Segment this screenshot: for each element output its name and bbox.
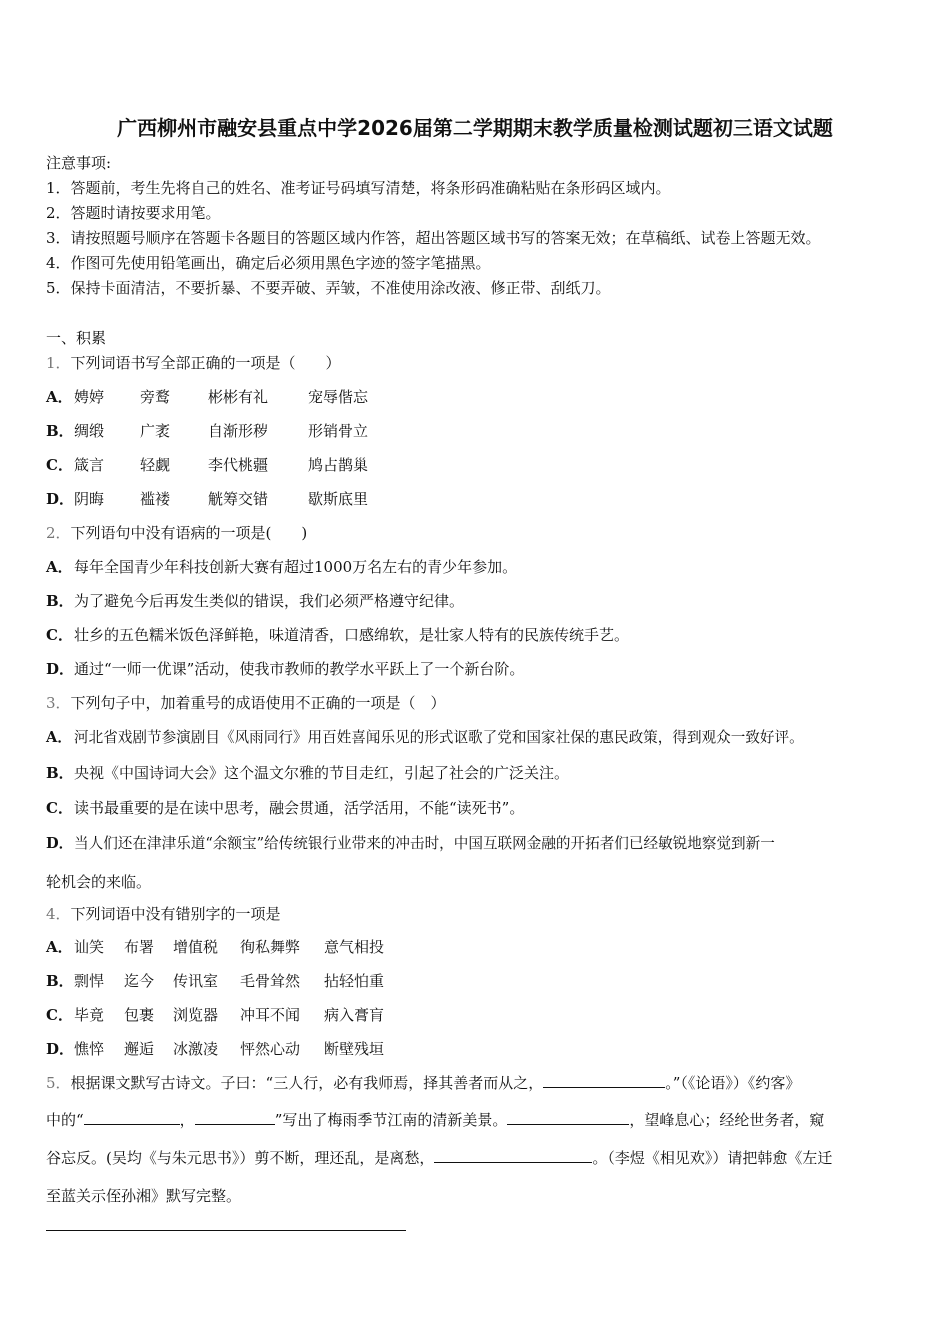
option-letter: A． xyxy=(46,938,73,956)
option-letter: A． xyxy=(46,388,73,406)
q3-option-d[interactable] xyxy=(46,832,775,853)
word: 浏览器 xyxy=(173,1006,219,1024)
q3-option-b[interactable] xyxy=(46,762,569,783)
q4-option-c[interactable] xyxy=(46,1004,404,1025)
word: 歇斯底里 xyxy=(308,490,369,508)
question-text: ， xyxy=(179,1111,195,1129)
word: 断壁残垣 xyxy=(324,1040,385,1058)
word: 自渐形秽 xyxy=(208,422,269,440)
option-text: 通过“一师一优课”活动，使我市教师的教学水平跃上了一个新台阶。 xyxy=(74,660,525,678)
question-number: 4． xyxy=(46,905,71,923)
q3-option-d-continued: 轮机会的来临。 xyxy=(46,873,152,891)
q4-option-a[interactable] xyxy=(46,936,404,957)
question-5-line-2 xyxy=(46,1109,824,1130)
note-item-2: 2．答题时请按要求用笔。 xyxy=(46,204,221,222)
word: 憔悴 xyxy=(74,1040,105,1058)
question-4-stem xyxy=(46,903,281,924)
word: 邂逅 xyxy=(124,1040,155,1058)
note-item-4: 4．作图可先使用铅笔画出，确定后必须用黑色字迹的签字笔描黑。 xyxy=(46,254,491,272)
word: 冰激凌 xyxy=(173,1040,219,1058)
word: 觥筹交错 xyxy=(208,490,269,508)
option-letter: D． xyxy=(46,490,75,508)
question-text: ，望峰息心；经纶世务者，窥 xyxy=(629,1111,825,1129)
option-letter: A． xyxy=(46,558,73,576)
option-text: 每年全国青少年科技创新大赛有超过1000万名左右的青少年参加。 xyxy=(74,558,518,576)
option-letter: B． xyxy=(46,592,74,610)
answer-line[interactable] xyxy=(46,1230,406,1231)
q1-option-d[interactable] xyxy=(46,488,398,509)
option-letter: B． xyxy=(46,764,74,782)
q1-option-a[interactable] xyxy=(46,386,398,407)
question-number: 2． xyxy=(46,524,71,542)
note-item-3: 3．请按照题号顺序在答题卡各题目的答题区域内作答，超出答题区域书写的答案无效；在草稿纸、试卷上答题无效。 xyxy=(46,229,821,247)
answer-blank[interactable] xyxy=(195,1110,275,1125)
question-text: 。”（《论语》）《约客》 xyxy=(665,1074,801,1092)
word: 形销骨立 xyxy=(308,422,369,440)
word: 箴言 xyxy=(74,456,105,474)
word: 冲耳不闻 xyxy=(240,1006,301,1024)
word: 鸠占鹊巢 xyxy=(308,456,369,474)
option-text: 河北省戏剧节参演剧目《风雨同行》用百姓喜闻乐见的形式讴歌了党和国家社保的惠民政策，得到观众一致好评。 xyxy=(74,729,804,746)
word: 轻觑 xyxy=(140,456,171,474)
word: 讪笑 xyxy=(74,938,105,956)
question-text: 下列词语中没有错别字的一项是 xyxy=(70,905,281,923)
word: 布署 xyxy=(124,938,155,956)
q4-option-b[interactable] xyxy=(46,970,404,991)
question-3-stem xyxy=(46,692,446,713)
option-text: 当人们还在津津乐道“余额宝”给传统银行业带来的冲击时，中国互联网金融的开拓者们已经敏锐地察觉到新一 xyxy=(74,835,775,852)
question-2-stem xyxy=(46,522,307,543)
word: 彬彬有礼 xyxy=(208,388,269,406)
question-text: 。（李煜《相见欢》）请把韩愈《左迁 xyxy=(592,1149,833,1167)
option-text: 壮乡的五色糯米饭色泽鲜艳，味道清香，口感绵软，是壮家人特有的民族传统手艺。 xyxy=(74,626,630,644)
option-letter: A． xyxy=(46,729,72,746)
question-5-line-4: 至蓝关示侄孙湘》默写完整。 xyxy=(46,1187,242,1205)
word: 传讯室 xyxy=(173,972,219,990)
word: 毛骨耸然 xyxy=(240,972,301,990)
question-5-line-3 xyxy=(46,1147,832,1168)
word: 阴晦 xyxy=(74,490,105,508)
word: 宠辱偕忘 xyxy=(308,388,369,406)
question-text: ”写出了梅雨季节江南的清新美景。 xyxy=(274,1111,508,1129)
answer-blank[interactable] xyxy=(507,1110,629,1125)
word: 增值税 xyxy=(173,938,219,956)
option-letter: C． xyxy=(46,799,73,817)
option-letter: D． xyxy=(46,1040,75,1058)
q2-option-a[interactable] xyxy=(46,556,517,577)
note-item-1: 1．答题前，考生先将自己的姓名、准考证号码填写清楚，将条形码准确粘贴在条形码区域内。 xyxy=(46,179,671,197)
question-text: 谷忘反。(吴均《与朱元思书》）剪不断，理还乱，是离愁， xyxy=(46,1149,435,1167)
word: 意气相投 xyxy=(324,938,385,956)
q1-option-c[interactable] xyxy=(46,454,398,475)
word: 包裹 xyxy=(124,1006,155,1024)
option-letter: C． xyxy=(46,456,73,474)
word: 迄今 xyxy=(124,972,155,990)
notes-heading: 注意事项: xyxy=(46,154,112,172)
word: 毕竟 xyxy=(74,1006,105,1024)
word: 李代桃疆 xyxy=(208,456,269,474)
word: 拈轻怕重 xyxy=(324,972,385,990)
word: 病入膏肓 xyxy=(324,1006,385,1024)
page-title: 广西柳州市融安县重点中学2026届第二学期期末教学质量检测试题初三语文试题 xyxy=(117,116,833,140)
question-number: 1． xyxy=(46,354,71,372)
q2-option-b[interactable] xyxy=(46,590,464,611)
word: 绸缎 xyxy=(74,422,105,440)
question-text: 下列语句中没有语病的一项是( ) xyxy=(70,524,308,542)
question-1-stem xyxy=(46,352,341,373)
answer-blank[interactable] xyxy=(434,1148,592,1163)
word: 广袤 xyxy=(140,422,171,440)
option-letter: C． xyxy=(46,626,73,644)
word: 徇私舞弊 xyxy=(240,938,301,956)
option-text: 央视《中国诗词大会》这个温文尔雅的节目走红，引起了社会的广泛关注。 xyxy=(74,764,570,782)
q3-option-c[interactable] xyxy=(46,797,524,818)
q1-option-b[interactable] xyxy=(46,420,398,441)
answer-blank[interactable] xyxy=(543,1073,665,1088)
word: 剽悍 xyxy=(74,972,105,990)
section-heading: 一、积累 xyxy=(46,329,107,347)
question-number: 5． xyxy=(46,1074,71,1092)
question-number: 3． xyxy=(46,694,71,712)
word: 旁鹜 xyxy=(140,388,171,406)
question-5-line-1 xyxy=(46,1072,800,1093)
answer-blank[interactable] xyxy=(84,1110,180,1125)
word: 怦然心动 xyxy=(240,1040,301,1058)
note-item-5: 5．保持卡面清洁，不要折暴、不要弄破、弄皱，不准使用涂改液、修正带、刮纸刀。 xyxy=(46,279,611,297)
option-letter: C． xyxy=(46,1006,73,1024)
q2-option-c[interactable] xyxy=(46,624,629,645)
question-text: 中的“ xyxy=(46,1111,84,1129)
option-text: 读书最重要的是在读中思考，融会贯通，活学活用，不能“读死书”。 xyxy=(74,799,525,817)
question-text: 下列句子中，加着重号的成语使用不正确的一项是（ ） xyxy=(70,694,446,712)
option-letter: B． xyxy=(46,972,74,990)
option-letter: B． xyxy=(46,422,74,440)
word: 褴褛 xyxy=(140,490,171,508)
option-text: 为了避免今后再发生类似的错误，我们必须严格遵守纪律。 xyxy=(74,592,465,610)
question-text: 下列词语书写全部正确的一项是（ ） xyxy=(70,354,341,372)
q3-option-a[interactable] xyxy=(46,726,804,747)
q2-option-d[interactable] xyxy=(46,658,524,679)
word: 娉婷 xyxy=(74,388,105,406)
option-letter: D． xyxy=(46,660,75,678)
question-text: 根据课文默写古诗文。子曰：“三人行，必有我师焉，择其善者而从之， xyxy=(70,1074,544,1092)
option-letter: D． xyxy=(46,835,74,852)
q4-option-d[interactable] xyxy=(46,1038,404,1059)
